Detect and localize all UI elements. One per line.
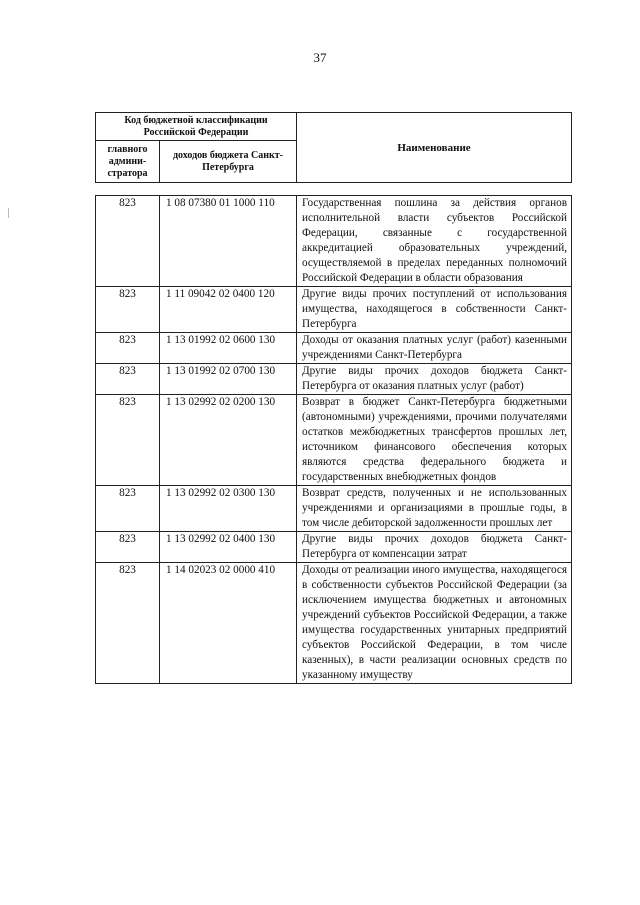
description-cell: Возврат в бюджет Санкт-Петербурга бюджетными (автономными) учреждениями, прочими получателями остатков межбюджетных трансфертов прошлых лет, источником финансового обеспечения которых являются средства федерального бюджета и государственных внебюджетных фондов <box>297 395 572 486</box>
revenue-table-body <box>96 196 572 684</box>
description-cell: Другие виды прочих доходов бюджета Санкт-Петербурга от оказания платных услуг (работ) <box>297 364 572 395</box>
revenue-column-header: доходов бюджета Санкт-Петербурга <box>160 141 297 183</box>
admin-code-cell: 823 <box>96 364 160 395</box>
admin-code-cell: 823 <box>96 333 160 364</box>
admin-code-cell: 823 <box>96 395 160 486</box>
revenue-code-cell: 1 13 01992 02 0700 130 <box>160 364 297 395</box>
table-row <box>96 364 572 395</box>
table-row <box>96 287 572 333</box>
page-number: 37 <box>313 50 327 65</box>
revenue-code-cell: 1 13 01992 02 0600 130 <box>160 333 297 364</box>
admin-code-cell: 823 <box>96 532 160 563</box>
revenue-code-cell: 1 13 02992 02 0400 130 <box>160 532 297 563</box>
table-row <box>96 563 572 684</box>
budget-code-header: Код бюджетной классификации Российской Федерации <box>96 113 297 141</box>
admin-code-cell: 823 <box>96 563 160 684</box>
admin-code-cell: 823 <box>96 486 160 532</box>
description-cell: Возврат средств, полученных и не использованных учреждениями и организациями в прошлые годы, в том числе дебиторской задолженности прошлых лет <box>297 486 572 532</box>
table-row <box>96 196 572 287</box>
description-cell: Доходы от реализации иного имущества, находящегося в собственности субъектов Российской Федерации (за исключением имущества бюджетных и автономных учреждений субъектов Российской Федерации, а также имущества государственных унитарных предприятий субъектов Российской Федерации, в том числе казенных), в части реализации основных средств по указанному имуществу <box>297 563 572 684</box>
header-table <box>95 112 572 183</box>
scan-artifact <box>8 208 9 218</box>
name-column-header: Наименование <box>297 113 572 183</box>
description-cell: Другие виды прочих доходов бюджета Санкт-Петербурга от компенсации затрат <box>297 532 572 563</box>
description-cell: Доходы от оказания платных услуг (работ) казенными учреждениями Санкт-Петербурга <box>297 333 572 364</box>
table-row <box>96 395 572 486</box>
revenue-code-cell: 1 14 02023 02 0000 410 <box>160 563 297 684</box>
revenue-code-cell: 1 11 09042 02 0400 120 <box>160 287 297 333</box>
admin-code-cell: 823 <box>96 196 160 287</box>
revenue-code-cell: 1 13 02992 02 0300 130 <box>160 486 297 532</box>
table-row <box>96 486 572 532</box>
revenue-table <box>95 195 572 684</box>
description-cell: Другие виды прочих поступлений от использования имущества, находящегося в собственности Санкт-Петербурга <box>297 287 572 333</box>
table-row <box>96 532 572 563</box>
table-row <box>96 333 572 364</box>
admin-code-cell: 823 <box>96 287 160 333</box>
description-cell: Государственная пошлина за действия органов исполнительной власти субъектов Российской Федерации, связанные с государственной аккредитацией образовательных учреждений, осуществляемой в пределах переданных полномочий Российской Федерации в области образования <box>297 196 572 287</box>
revenue-code-cell: 1 08 07380 01 1000 110 <box>160 196 297 287</box>
admin-column-header: главного админи-стратора <box>96 141 160 183</box>
revenue-code-cell: 1 13 02992 02 0200 130 <box>160 395 297 486</box>
